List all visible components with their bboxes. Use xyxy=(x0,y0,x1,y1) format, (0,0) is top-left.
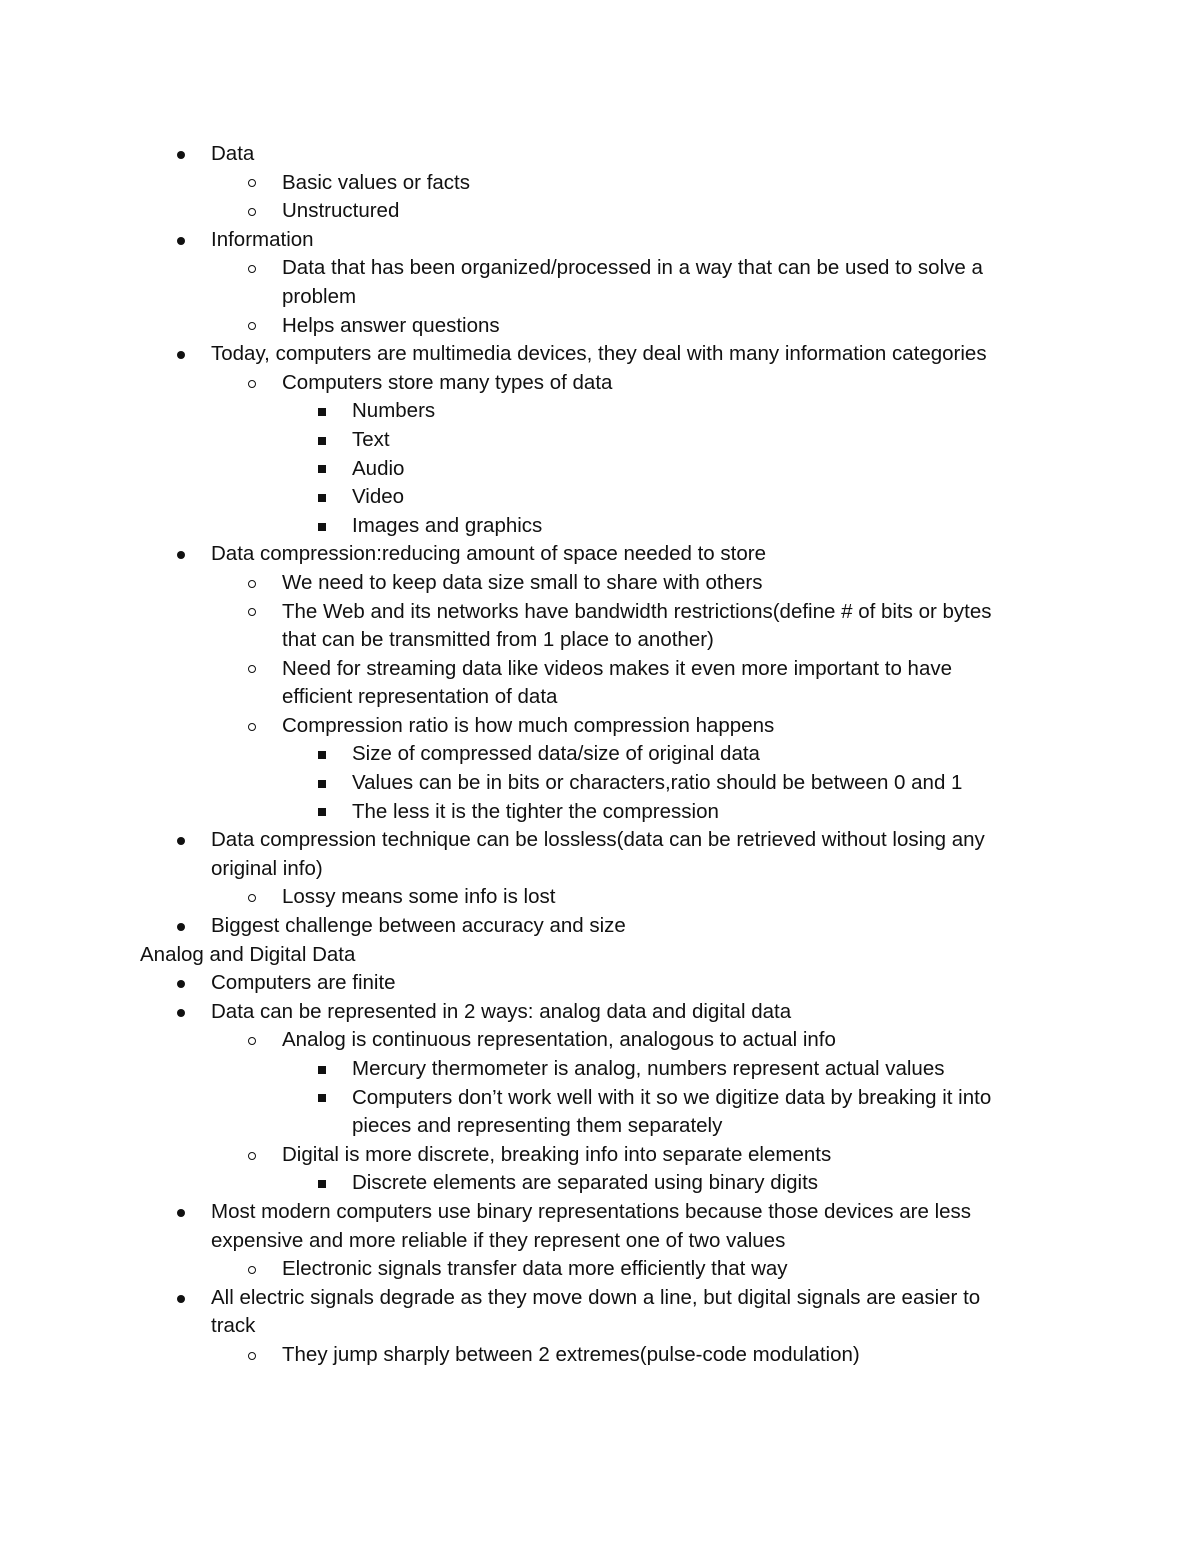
list-item xyxy=(0,1112,1200,1141)
list-item xyxy=(0,1227,1200,1256)
list-item-text: Data xyxy=(211,142,255,165)
list-item xyxy=(0,712,1200,741)
list-item-text: Mercury thermometer is analog, numbers represent actual values xyxy=(352,1057,945,1080)
circle-bullet-icon xyxy=(248,369,256,398)
list-item xyxy=(0,855,1200,884)
list-item-text: Video xyxy=(352,485,405,509)
list-item-text: They jump sharply between 2 extremes(pulse-code modulation) xyxy=(282,1342,860,1366)
list-item-text: Discrete elements are separated using binary digits xyxy=(352,1171,819,1195)
list-item xyxy=(0,826,1200,855)
square-bullet-icon xyxy=(318,483,326,512)
disc-bullet-icon xyxy=(177,1284,185,1313)
list-item xyxy=(0,226,1200,255)
list-item-text: Computers store many types of data xyxy=(282,370,613,394)
list-item xyxy=(0,883,1200,912)
list-item-text: We need to keep data size small to share with others xyxy=(282,570,763,594)
disc-bullet-icon xyxy=(177,1198,185,1227)
list-item-text: track xyxy=(211,1314,256,1338)
circle-bullet-icon xyxy=(248,598,256,627)
square-bullet-icon xyxy=(318,1169,326,1198)
list-item-text: Most modern computers use binary representations because those devices are less xyxy=(211,1199,972,1223)
disc-bullet-icon xyxy=(177,340,185,369)
list-item xyxy=(0,912,1200,941)
square-bullet-icon xyxy=(318,769,326,798)
list-item-text: Compression ratio is how much compression happens xyxy=(282,713,775,737)
circle-bullet-icon xyxy=(248,254,256,283)
circle-bullet-icon xyxy=(248,1141,256,1170)
list-item xyxy=(0,254,1200,283)
list-item xyxy=(0,969,1200,998)
list-item-text: Size of compressed data/size of original data xyxy=(352,742,760,766)
list-item-text: All electric signals degrade as they move down a line, but digital signals are easier to xyxy=(211,1285,981,1309)
square-bullet-icon xyxy=(318,455,326,484)
list-item-text: original info) xyxy=(211,856,323,880)
list-item xyxy=(0,1341,1200,1370)
circle-bullet-icon xyxy=(248,569,256,598)
list-item xyxy=(0,397,1200,426)
disc-bullet-icon xyxy=(177,969,185,998)
list-item xyxy=(0,598,1200,627)
list-item-text: efficient representation of data xyxy=(282,685,558,709)
list-item xyxy=(0,140,1200,169)
list-item-text: Today, computers are multimedia devices, they deal with many information categories xyxy=(211,342,987,366)
disc-bullet-icon xyxy=(177,226,185,255)
list-item xyxy=(0,683,1200,712)
square-bullet-icon xyxy=(318,740,326,769)
list-item-text: Images and graphics xyxy=(352,513,543,537)
list-item-text: Analog is continuous representation, analogous to actual info xyxy=(282,1028,836,1052)
list-item xyxy=(0,740,1200,769)
list-item xyxy=(0,540,1200,569)
circle-bullet-icon xyxy=(248,883,256,912)
list-item-text: Text xyxy=(352,427,390,451)
list-item-text: Computers are finite xyxy=(211,971,396,995)
list-item-text: Unstructured xyxy=(282,199,400,223)
list-item-text: Lossy means some info is lost xyxy=(282,885,556,909)
list-item-text: Basic values or facts xyxy=(282,170,470,194)
circle-bullet-icon xyxy=(248,1026,256,1055)
list-item-text: Helps answer questions xyxy=(282,313,500,337)
list-item-text: Information xyxy=(211,227,314,251)
list-item xyxy=(0,1084,1200,1113)
list-item-text: Electronic signals transfer data more efficiently that way xyxy=(282,1257,788,1281)
list-item xyxy=(0,1198,1200,1227)
list-item-text: pieces and representing them separately xyxy=(352,1114,723,1138)
list-item xyxy=(0,1255,1200,1284)
square-bullet-icon xyxy=(318,1084,326,1113)
list-item-text: Data can be represented in 2 ways: analog data and digital data xyxy=(211,999,792,1023)
list-item xyxy=(0,655,1200,684)
disc-bullet-icon xyxy=(177,912,185,941)
list-item-text: that can be transmitted from 1 place to another) xyxy=(282,628,714,652)
list-item xyxy=(0,169,1200,198)
list-item-text: Digital is more discrete, breaking info into separate elements xyxy=(282,1142,832,1166)
square-bullet-icon xyxy=(318,512,326,541)
square-bullet-icon xyxy=(318,397,326,426)
list-item xyxy=(0,998,1200,1027)
circle-bullet-icon xyxy=(248,197,256,226)
list-item-text: Computers don’t work well with it so we digitize data by breaking it into xyxy=(352,1085,992,1109)
circle-bullet-icon xyxy=(248,169,256,198)
circle-bullet-icon xyxy=(248,312,256,341)
list-item xyxy=(0,798,1200,827)
list-item-text: Values can be in bits or characters,ratio should be between 0 and 1 xyxy=(352,771,963,795)
list-item-text: Need for streaming data like videos makes it even more important to have xyxy=(282,656,952,680)
list-item xyxy=(0,1284,1200,1313)
list-item-text: Data compression:reducing amount of space needed to store xyxy=(211,542,766,566)
circle-bullet-icon xyxy=(248,655,256,684)
square-bullet-icon xyxy=(318,426,326,455)
document-body xyxy=(0,140,1200,1370)
list-item-text: Biggest challenge between accuracy and size xyxy=(211,914,626,938)
disc-bullet-icon xyxy=(177,826,185,855)
list-item-text: Audio xyxy=(352,456,405,480)
list-item xyxy=(0,426,1200,455)
list-item xyxy=(0,455,1200,484)
list-item-text: The Web and its networks have bandwidth restrictions(define # of bits or bytes xyxy=(282,599,992,623)
list-item xyxy=(0,369,1200,398)
list-item xyxy=(0,769,1200,798)
circle-bullet-icon xyxy=(248,1341,256,1370)
list-item xyxy=(0,1026,1200,1055)
list-item xyxy=(0,626,1200,655)
list-item-text: Data compression technique can be lossless(data can be retrieved without losing any xyxy=(211,828,985,852)
list-item xyxy=(0,1055,1200,1084)
list-item xyxy=(0,569,1200,598)
list-item xyxy=(0,1312,1200,1341)
square-bullet-icon xyxy=(318,798,326,827)
list-item-text: Numbers xyxy=(352,399,436,423)
circle-bullet-icon xyxy=(248,712,256,741)
square-bullet-icon xyxy=(318,1055,326,1084)
list-item-text: The less it is the tighter the compression xyxy=(352,799,719,823)
list-item xyxy=(0,283,1200,312)
circle-bullet-icon xyxy=(248,1255,256,1284)
disc-bullet-icon xyxy=(177,140,185,169)
list-item xyxy=(0,1169,1200,1198)
list-item-text: Analog and Digital Data xyxy=(140,942,356,966)
list-item xyxy=(0,1141,1200,1170)
disc-bullet-icon xyxy=(177,998,185,1027)
section-heading xyxy=(0,941,1200,970)
list-item xyxy=(0,483,1200,512)
list-item xyxy=(0,340,1200,369)
list-item-text: problem xyxy=(282,284,357,308)
list-item xyxy=(0,312,1200,341)
list-item xyxy=(0,512,1200,541)
list-item-text: Data that has been organized/processed in a way that can be used to solve a xyxy=(282,256,983,280)
list-item xyxy=(0,197,1200,226)
list-item-text: expensive and more reliable if they represent one of two values xyxy=(211,1228,786,1252)
disc-bullet-icon xyxy=(177,540,185,569)
